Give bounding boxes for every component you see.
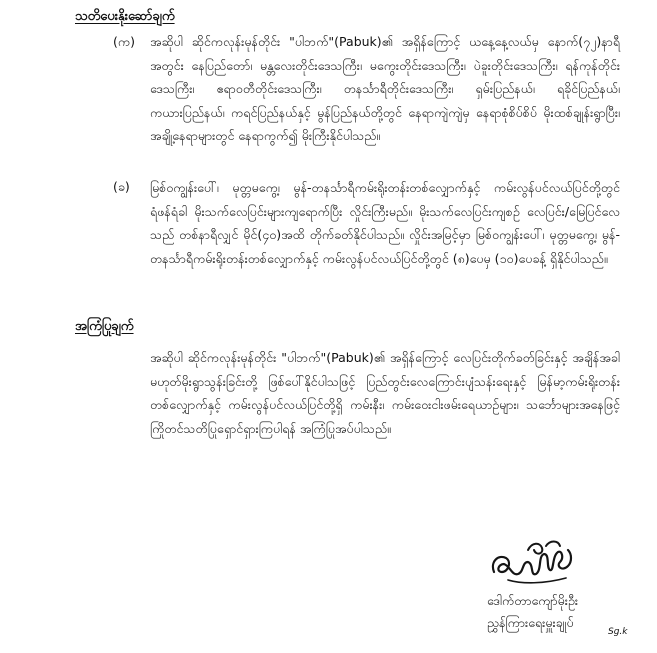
- item-label-ka: (က): [113, 34, 135, 49]
- warning-item-ka-text: အဆိုပါ ဆိုင်ကလုန်းမုန်တိုင်း "ပါဘက်"(Pabuk)၏ အရှိန်ကြောင့် ယနေ့နေ့လယ်မှ နောက်(၇၂)နာရီအတွင်း နေပြည်တော်၊ မန္တလေးတိုင်းဒေသကြီး၊ မကွေးတိုင်းဒေသကြီး၊ ပဲခူးတိုင်းဒေသကြီး၊ ရန်ကုန်တိုင်းဒေသကြီး၊ ဧရာဝတီတိုင်းဒေသကြီး၊ တနင်္သာရီတိုင်းဒေသကြီး၊ ရှမ်းပြည်နယ်၊ ရခိုင်ပြည်နယ်၊ ကယားပြည်နယ်၊ ကရင်ပြည်နယ်နှင့် မွန်ပြည်နယ်တို့တွင် နေရာကျဲကျဲမှ နေရာစုံစိပ်စိပ် မိုးထစ်ချုန်းရွာပြီး၊ အချို့နေရာများတွင် နေရာကွက်၍ မိုးကြီးနိုင်ပါသည်။: [150, 34, 620, 143]
- advice-text: အဆိုပါ ဆိုင်ကလုန်းမုန်တိုင်း "ပါဘက်"(Pabuk)၏ အရှိန်ကြောင့် လေပြင်းတိုက်ခတ်ခြင်းနှင့် အချိန်အခါမဟုတ်မိုးရွာသွန်းခြင်းတို့ ဖြစ်ပေါ်နိုင်ပါသဖြင့် ပြည်တွင်းလေကြောင်းပျံသန်းရေးနှင့် မြန်မာ့ကမ်းရိုးတန်းတစ်လျှောက်နှင့် ကမ်းလွန်ပင်လယ်ပြင်တို့ရှိ ကမ်းနီး၊ ကမ်းဝေးငါးဖမ်းရေယာဉ်များ၊ သင်္ဘောများအနေဖြင့် ကြိုတင်သတိပြုရှောင်ရှားကြပါရန် အကြံပြုအပ်ပါသည်။: [150, 350, 620, 436]
- signer-name: ဒေါက်တာကျော်မိုးဦး: [487, 593, 579, 608]
- signer-initials: Sg.k: [608, 627, 628, 637]
- signer-title: ညွှန်ကြားရေးမှူးချုပ်: [487, 615, 574, 630]
- item-label-kha: (ခ): [113, 179, 130, 194]
- heading-warning: သတိပေးနိုးဆော်ချက်: [75, 9, 175, 24]
- handwritten-signature: [488, 536, 578, 588]
- warning-item-kha-text: မြစ်ဝကျွန်းပေါ်၊ မုတ္တမကွေ့၊ မွန်-တနင်္သာရီကမ်းရိုးတန်းတစ်လျှောက်နှင့် ကမ်းလွန်ပင်လယ်ပြင်တို့တွင် ရံဖန်ရံခါ မိုးသက်လေပြင်းများကျရောက်ပြီး လှိုင်းကြီးမည်။ မိုးသက်လေပြင်းကျစဉ် လေပြင်း/မြေပြင်လေသည် တစ်နာရီလျှင် မိုင်(၄၀)အထိ တိုက်ခတ်နိုင်ပါသည်။ လှိုင်းအမြင့်မှာ မြစ်ဝကျွန်းပေါ်၊ မုတ္တမကွေ့၊ မွန်-တနင်္သာရီကမ်းရိုးတန်းတစ်လျှောက်နှင့် ကမ်းလွန်ပင်လယ်ပြင်တို့တွင် (၈)ပေမှ (၁၀)ပေခန့် ရှိနိုင်ပါသည်။: [150, 180, 620, 266]
- heading-advice: အကြံပြုချက်: [75, 319, 134, 334]
